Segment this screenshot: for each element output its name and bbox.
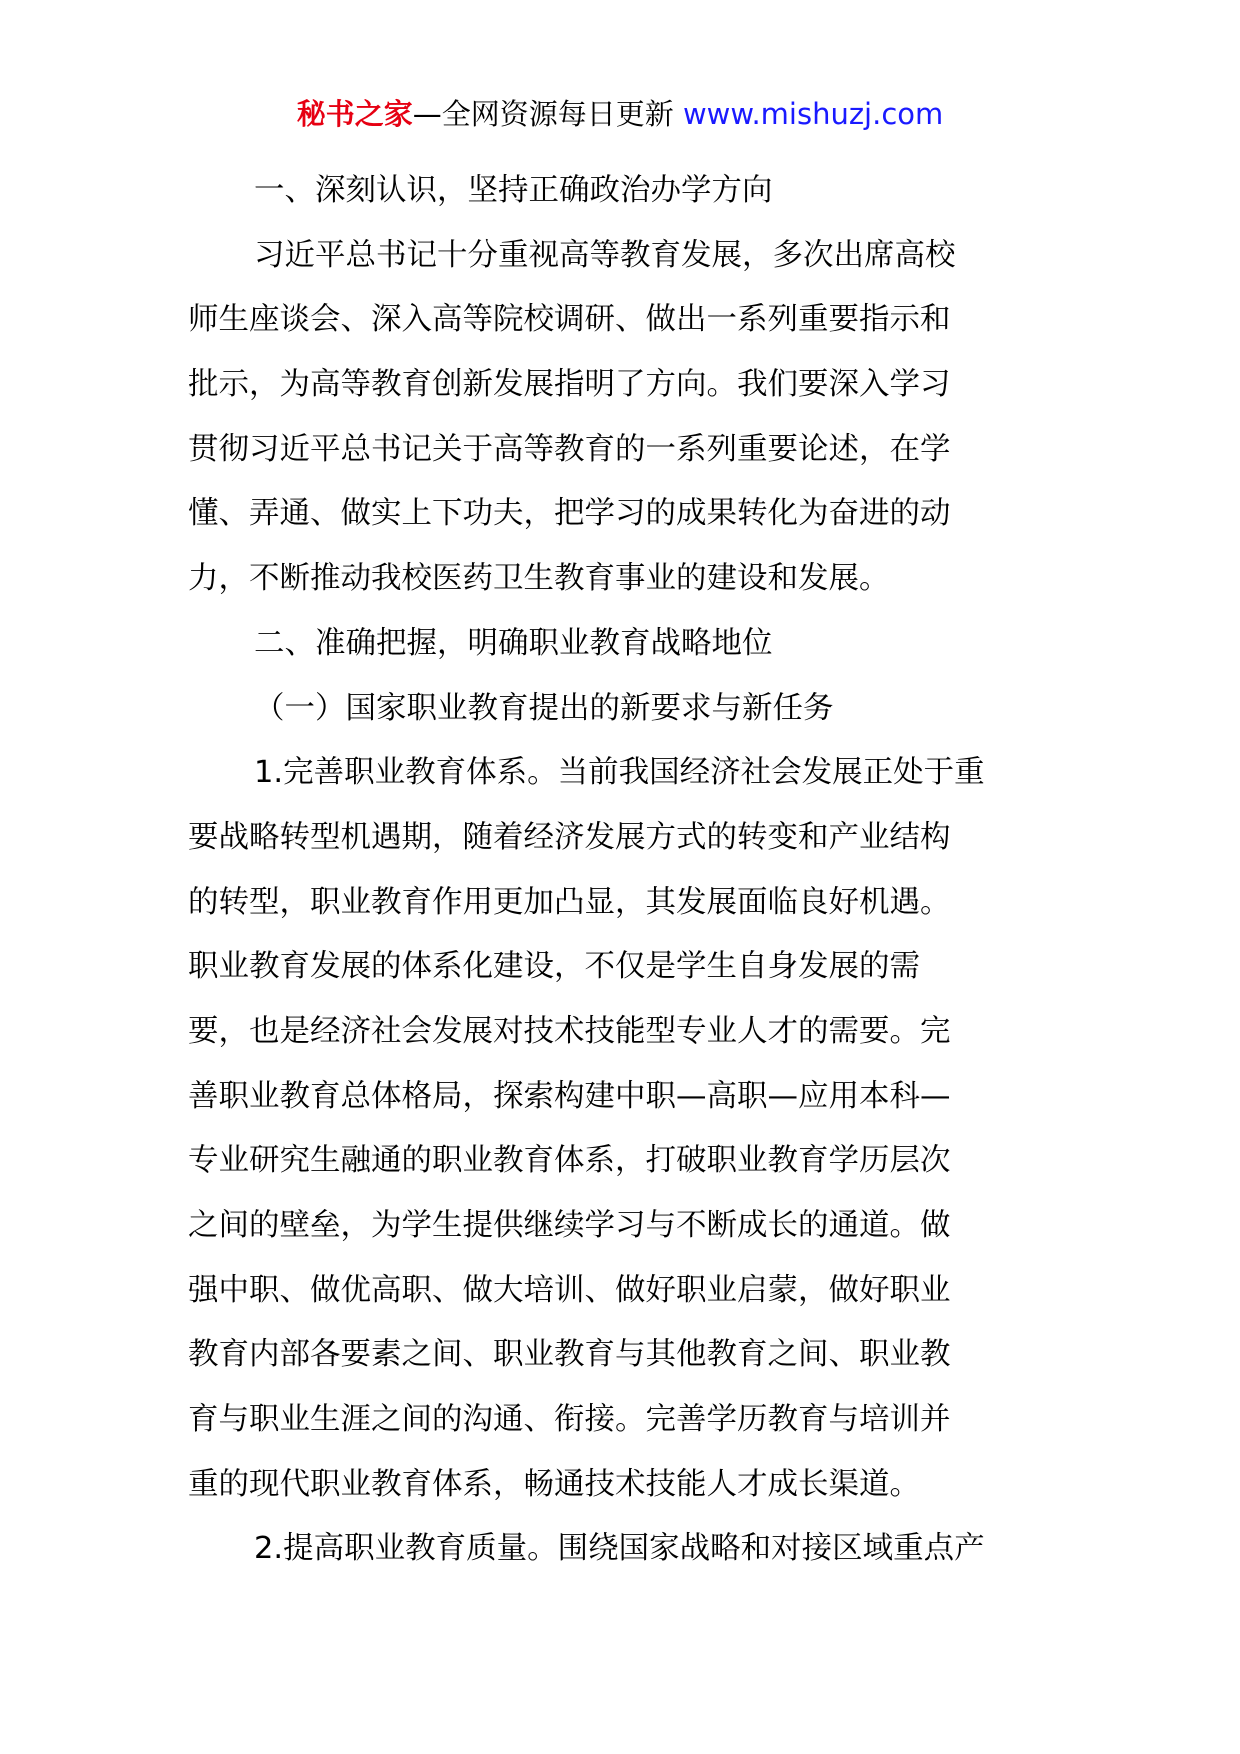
site-tagline: —全网资源每日更新	[412, 97, 674, 131]
paragraph-line: 育与职业生涯之间的沟通、衔接。完善学历教育与培训并	[188, 1402, 951, 1438]
site-url-link[interactable]: www.mishuzj.com	[682, 97, 944, 131]
paragraph-line: 强中职、做优高职、做大培训、做好职业启蒙，做好职业	[188, 1272, 951, 1308]
paragraph-line: 教育内部各要素之间、职业教育与其他教育之间、职业教	[188, 1337, 951, 1373]
paragraph-line: 重的现代职业教育体系，畅通技术技能人才成长渠道。	[188, 1466, 920, 1502]
document-body	[188, 159, 1054, 1582]
paragraph-line: 贯彻习近平总书记关于高等教育的一系列重要论述，在学	[188, 431, 951, 467]
paragraph-line: 要，也是经济社会发展对技术技能型专业人才的需要。完	[188, 1013, 951, 1049]
section-heading-1: 一、深刻认识，坚持正确政治办学方向	[254, 173, 773, 208]
site-brand: 秘书之家	[296, 97, 413, 131]
paragraph-line: 力，不断推动我校医药卫生教育事业的建设和发展。	[188, 561, 890, 597]
paragraph-line: 要战略转型机遇期，随着经济发展方式的转变和产业结构	[188, 819, 951, 855]
paragraph-line: 善职业教育总体格局，探索构建中职—高职—应用本科—	[188, 1078, 951, 1114]
paragraph-line: 职业教育发展的体系化建设，不仅是学生自身发展的需	[188, 949, 920, 985]
paragraph-line: 批示，为高等教育创新发展指明了方向。我们要深入学习	[188, 367, 951, 403]
paragraph-line: 之间的壁垒，为学生提供继续学习与不断成长的通道。做	[188, 1208, 951, 1243]
paragraph-line: 专业研究生融通的职业教育体系，打破职业教育学历层次	[188, 1143, 951, 1179]
paragraph-line: 师生座谈会、深入高等院校调研、做出一系列重要指示和	[188, 302, 951, 338]
paragraph-line: 1.完善职业教育体系。当前我国经济社会发展正处于重	[254, 755, 985, 791]
subsection-heading: （一）国家职业教育提出的新要求与新任务	[254, 690, 834, 726]
paragraph-line: 习近平总书记十分重视高等教育发展，多次出席高校	[254, 237, 956, 273]
paragraph-line: 懂、弄通、做实上下功夫，把学习的成果转化为奋进的动	[188, 496, 951, 532]
paragraph-line: 的转型，职业教育作用更加凸显，其发展面临良好机遇。	[188, 884, 951, 920]
site-header	[0, 94, 1240, 134]
section-heading-2: 二、准确把握，明确职业教育战略地位	[254, 625, 773, 661]
paragraph-line: 2.提高职业教育质量。围绕国家战略和对接区域重点产	[254, 1531, 985, 1567]
